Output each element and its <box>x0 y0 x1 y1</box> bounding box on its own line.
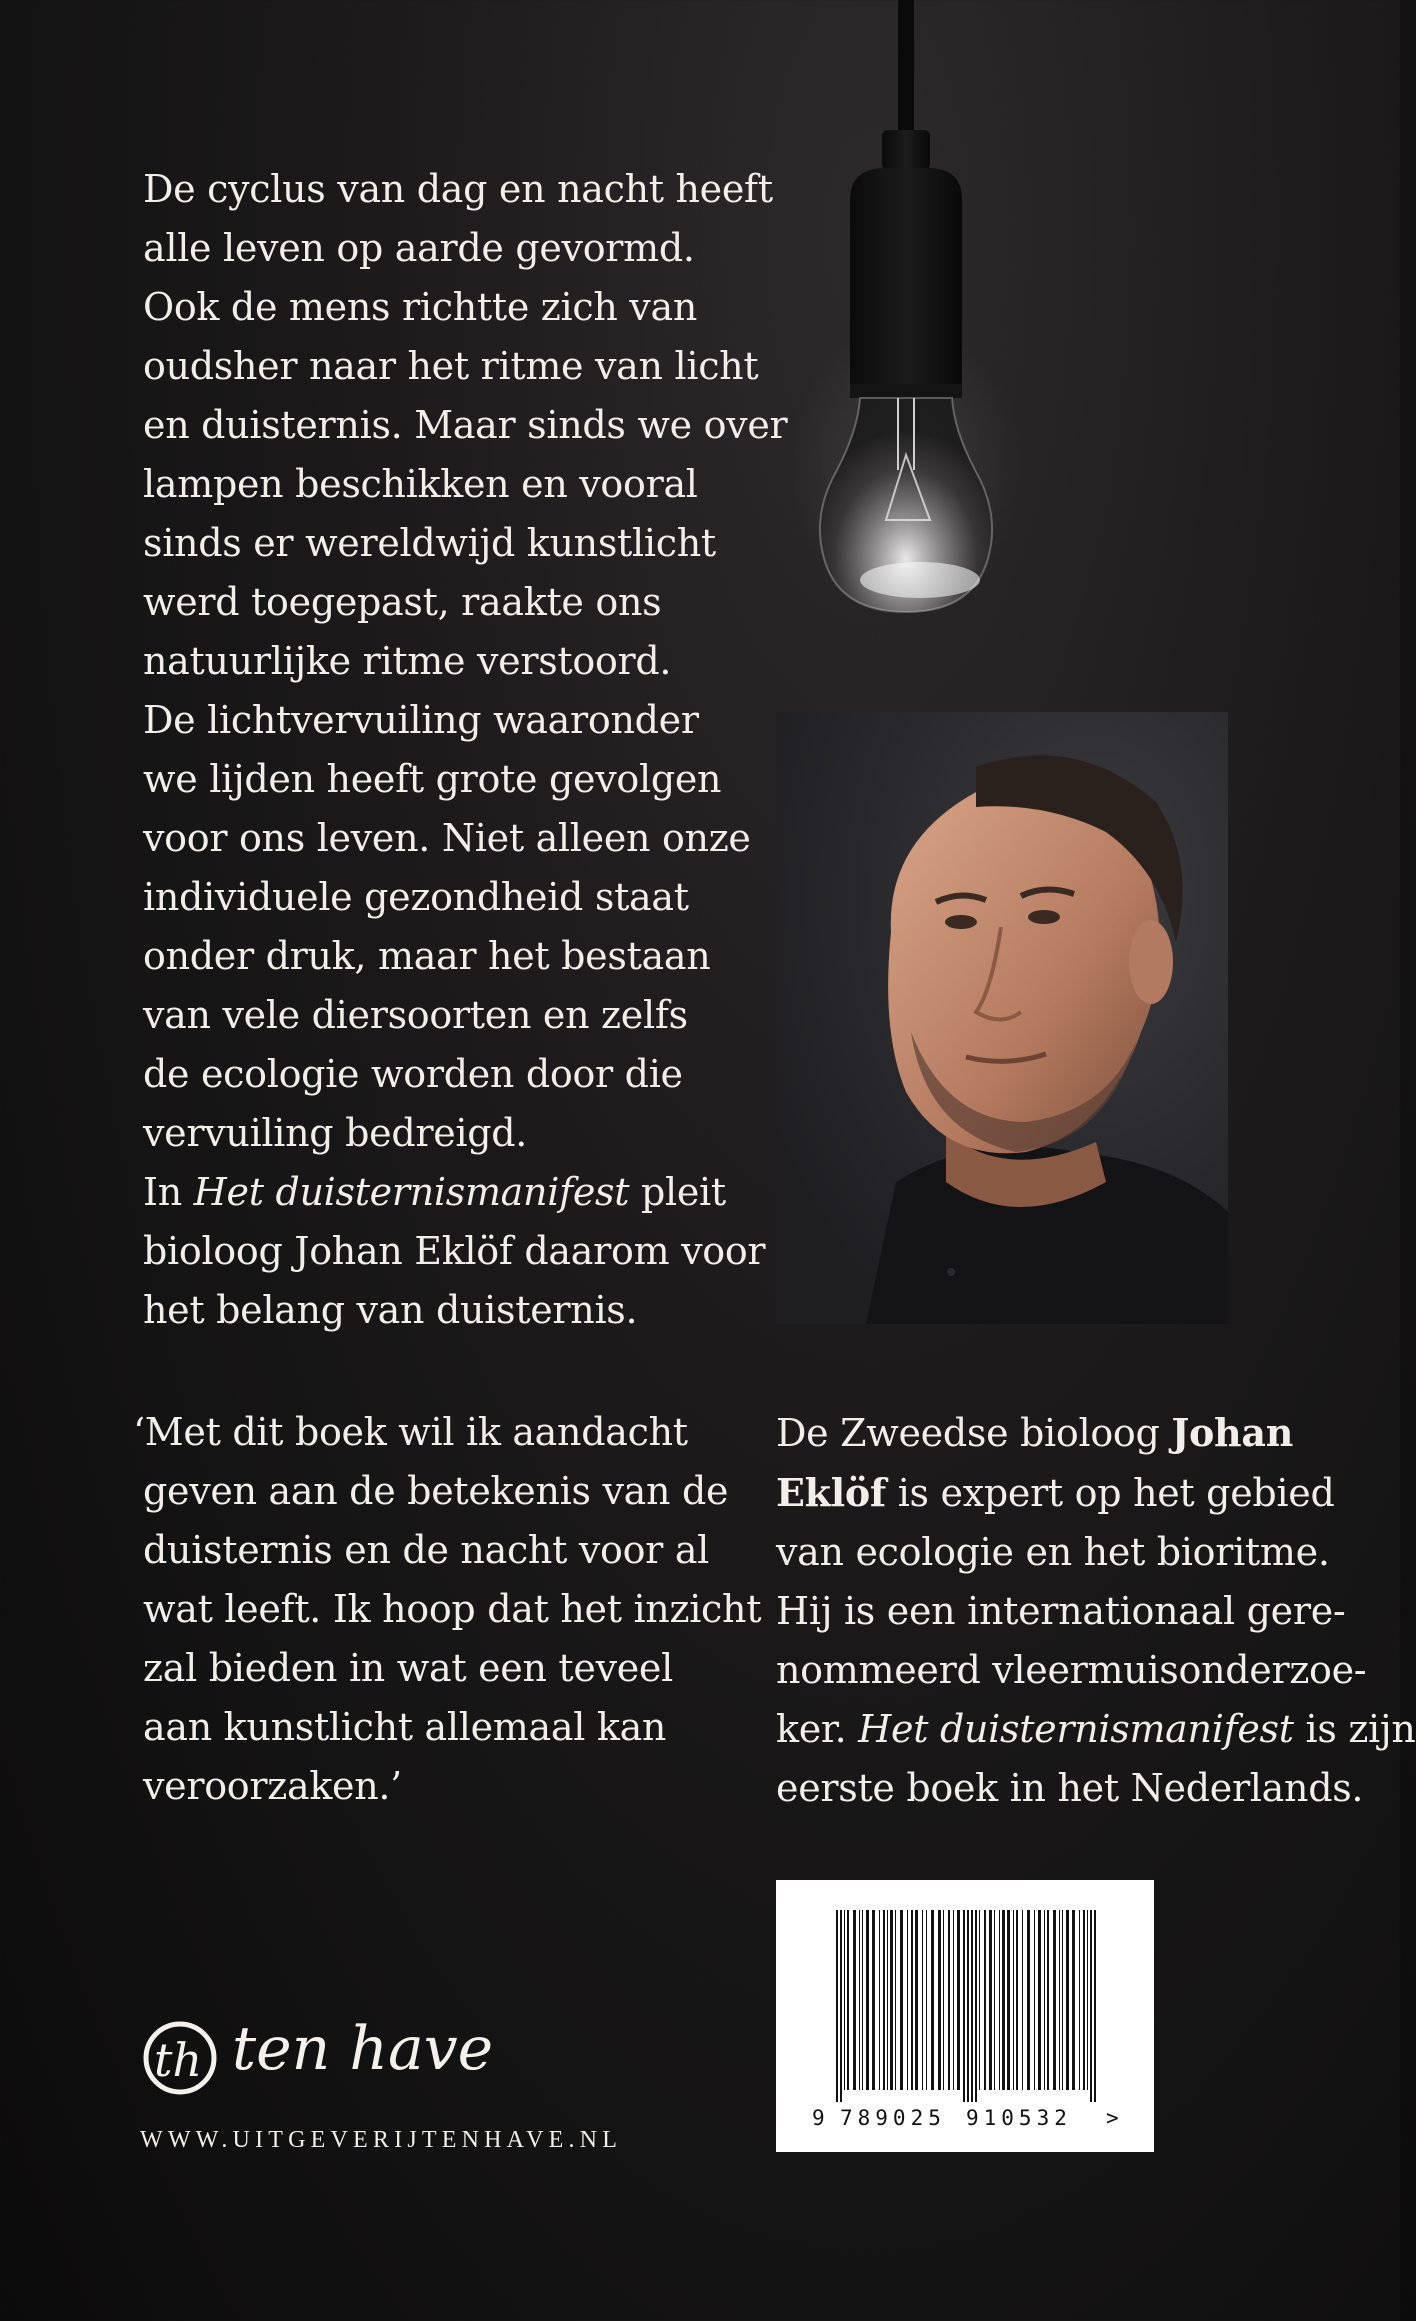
barcode-bar <box>915 1910 918 2090</box>
quote-line: aan kunstlicht allemaal kan <box>143 1705 667 1749</box>
blurb-line: en duisternis. Maar sinds we over <box>143 403 788 447</box>
barcode-bar <box>971 1910 973 2102</box>
publisher-logo <box>140 2006 500 2106</box>
barcode-bar <box>1094 1910 1096 2102</box>
blurb-line: individuele gezondheid staat <box>143 875 689 919</box>
barcode-bar <box>957 1910 960 2090</box>
barcode-bar <box>1072 1910 1075 2090</box>
blurb-line: we lijden heeft grote gevolgen <box>143 757 722 801</box>
barcode-bar <box>926 1910 927 2090</box>
barcode-bar <box>840 1910 842 2102</box>
barcode-bar <box>847 1910 849 2090</box>
author-photo <box>776 712 1228 1324</box>
blurb-line: alle leven op aarde gevormd. <box>143 226 695 270</box>
barcode-bar <box>1027 1910 1030 2090</box>
lightbulb-illustration <box>790 0 1030 640</box>
barcode-bar <box>967 1910 969 2102</box>
barcode-bar <box>887 1910 888 2090</box>
barcode-bar <box>984 1910 986 2090</box>
barcode-bar <box>872 1910 875 2090</box>
blurb-line: werd toegepast, raakte ons <box>143 580 662 624</box>
blurb-line: De lichtvervuiling waaronder <box>143 698 699 742</box>
quote-line: wat leeft. Ik hoop dat het inzicht <box>143 1587 762 1631</box>
barcode-end-mark: > <box>1106 2106 1119 2130</box>
barcode-bar <box>948 1910 950 2090</box>
barcode-bar <box>1022 1910 1023 2090</box>
bio-intro: De Zweedse bioloog <box>776 1411 1172 1455</box>
barcode-bar <box>879 1910 880 2090</box>
blurb-line: De cyclus van dag en nacht heeft <box>143 167 773 211</box>
bio-line-suffix: is zijn <box>1293 1707 1416 1751</box>
blurb-line-title <box>143 1163 726 1222</box>
blurb-line: bioloog Johan Eklöf daarom voor <box>143 1229 766 1273</box>
logo-monogram-text: th <box>154 2033 203 2087</box>
barcode-bar <box>1013 1910 1014 2090</box>
bio-line <box>776 1700 1416 1759</box>
blurb-line: onder druk, maar het bestaan <box>143 934 711 978</box>
blurb-line: Ook de mens richtte zich van <box>143 285 697 329</box>
bio-line <box>776 1403 1336 1463</box>
author-first-name: Johan <box>1171 1410 1294 1455</box>
bio-line-prefix: ker. <box>776 1707 859 1751</box>
quote-line: ‘Met dit boek wil ik aandacht <box>133 1410 688 1454</box>
barcode-bars <box>776 1880 1154 2110</box>
quote-line: duisternis en de nacht voor al <box>143 1528 710 1572</box>
barcode-bar <box>975 1910 977 2102</box>
barcode-bar <box>922 1910 923 2090</box>
blurb-line: vervuiling bedreigd. <box>143 1111 528 1155</box>
barcode-bar <box>895 1910 896 2090</box>
blurb-line: de ecologie worden door die <box>143 1052 683 1096</box>
barcode-bar <box>1087 1910 1088 2090</box>
barcode-bar <box>1007 1910 1010 2090</box>
barcode-bar <box>859 1910 860 2090</box>
publisher-monogram-icon <box>140 2006 230 2106</box>
barcode-lead-digit: 9 <box>812 2106 825 2130</box>
publisher-website[interactable]: WWW.UITGEVERIJTENHAVE.NL <box>140 2127 623 2153</box>
blurb-line: voor ons leven. Niet alleen onze <box>143 816 751 860</box>
author-quote <box>133 1403 762 1816</box>
blurb-line: oudsher naar het ritme van licht <box>143 344 759 388</box>
barcode-bar <box>931 1910 934 2090</box>
author-portrait-image <box>776 712 1228 1324</box>
barcode-bar <box>1066 1910 1069 2090</box>
barcode-bar <box>844 1910 845 2090</box>
barcode-left-group: 789025 <box>840 2106 946 2130</box>
quote-line: veroorzaken.’ <box>143 1764 402 1808</box>
blurb-line: van vele diersoorten en zelfs <box>143 993 688 1037</box>
barcode-bar <box>853 1910 856 2090</box>
quote-line: zal bieden in wat een teveel <box>143 1646 673 1690</box>
barcode-bar <box>1038 1910 1041 2090</box>
bio-line: Hij is een internationaal gere- <box>776 1589 1346 1633</box>
blurb-line: natuurlijke ritme verstoord. <box>143 639 672 683</box>
barcode-bar <box>999 1910 1000 2090</box>
isbn-barcode <box>776 1880 1154 2152</box>
bio-line-rest: is expert op het gebied <box>885 1471 1335 1515</box>
barcode-bar <box>866 1910 869 2090</box>
barcode-bar <box>943 1910 944 2090</box>
barcode-bar <box>953 1910 954 2090</box>
blurb-line: sinds er wereldwijd kunstlicht <box>143 521 716 565</box>
barcode-bar <box>963 1910 965 2102</box>
barcode-bar <box>1044 1910 1045 2090</box>
bio-line: nommeerd vleermuisonderzoe- <box>776 1648 1367 1692</box>
barcode-bar <box>989 1910 992 2090</box>
author-last-name: Eklöf <box>776 1470 886 1515</box>
barcode-bar <box>1062 1910 1063 2090</box>
barcode-bar <box>1053 1910 1056 2090</box>
barcode-bar <box>979 1910 980 2090</box>
bio-line: eerste boek in het Nederlands. <box>776 1766 1364 1810</box>
author-bio <box>776 1403 1416 1818</box>
barcode-bar <box>900 1910 903 2090</box>
barcode-bar <box>836 1910 838 2102</box>
blurb-line: lampen beschikken en vooral <box>143 462 698 506</box>
barcode-bar <box>862 1910 863 2090</box>
bio-line: van ecologie en het bioritme. <box>776 1530 1330 1574</box>
barcode-bar <box>994 1910 995 2090</box>
back-cover-blurb <box>143 160 788 1340</box>
barcode-bar <box>911 1910 913 2090</box>
barcode-bar <box>890 1910 893 2090</box>
barcode-bar <box>883 1910 885 2090</box>
barcode-bar <box>907 1910 908 2090</box>
blurb-line: het belang van duisternis. <box>143 1288 638 1332</box>
publisher-name: ten have <box>232 2014 494 2084</box>
book-title: Het duisternismanifest <box>193 1170 630 1214</box>
barcode-bar <box>1083 1910 1085 2090</box>
barcode-bar <box>1002 1910 1005 2090</box>
barcode-right-group: 910532 <box>966 2106 1072 2130</box>
bio-line <box>776 1463 1336 1523</box>
barcode-bar <box>1047 1910 1049 2090</box>
barcode-bar <box>1079 1910 1080 2090</box>
book-title: Het duisternismanifest <box>858 1707 1294 1751</box>
barcode-bar <box>938 1910 941 2090</box>
blurb-line-suffix: pleit <box>629 1170 726 1214</box>
barcode-bar <box>1059 1910 1060 2090</box>
quote-line: geven aan de betekenis van de <box>143 1469 729 1513</box>
barcode-bar <box>1034 1910 1035 2090</box>
barcode-bar <box>1016 1910 1018 2090</box>
barcode-bar <box>1090 1910 1092 2102</box>
blurb-line-prefix: In <box>143 1170 194 1214</box>
